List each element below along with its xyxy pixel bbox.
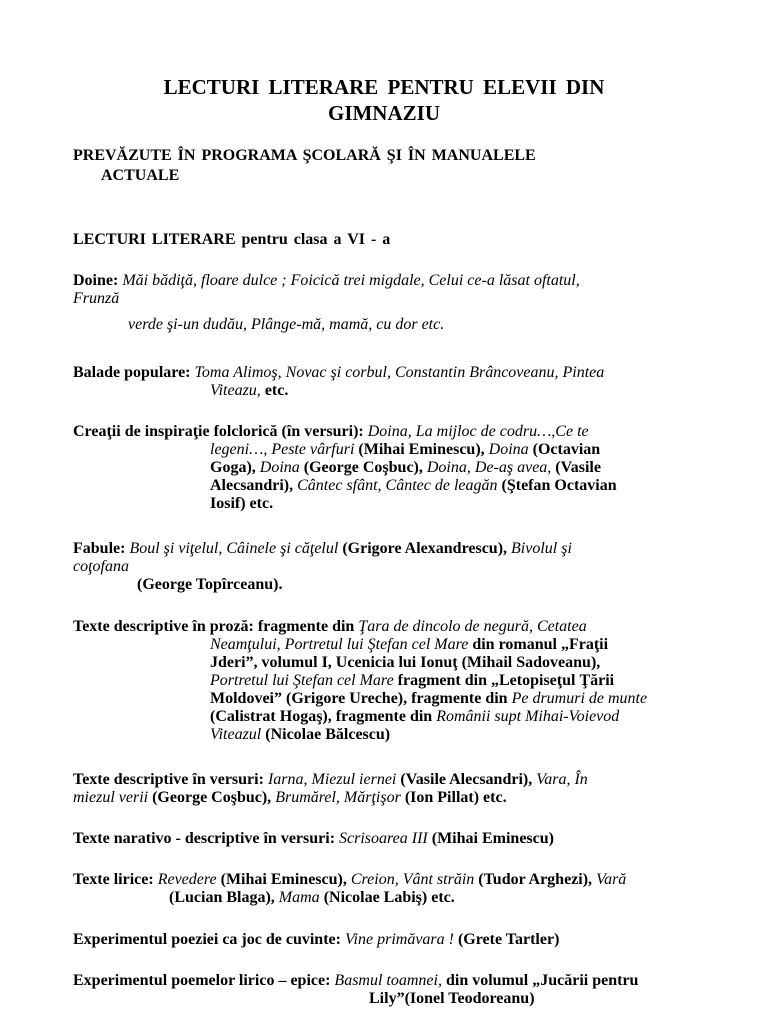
entry-fabule (73, 540, 723, 594)
author-text: (Grigore Alexandrescu), (338, 540, 508, 557)
document-title (60, 74, 708, 126)
works-text: Revedere (153, 871, 217, 888)
works-text: Portretul lui Ştefan cel Mare (210, 672, 394, 689)
works-text: Cântec sfânt, Cântec de leagăn (293, 477, 498, 494)
works-text: Frunză (73, 290, 120, 307)
entry-label: Balade populare: (73, 364, 191, 381)
entry-creatii (73, 423, 723, 513)
author-text: (Tudor Arghezi), (474, 871, 593, 888)
author-text: Goga), (210, 459, 256, 476)
subtitle-line-1: PREVĂZUTE ÎN PROGRAMA ŞCOLARĂ ŞI ÎN MANUALELE (73, 147, 536, 164)
title-line-1: LECTURI LITERARE PENTRU ELEVII DIN (163, 75, 605, 99)
works-text: Creion, Vânt străin (346, 871, 475, 888)
works-text: Iarna, Miezul iernei (263, 771, 397, 788)
works-text: Doina (255, 459, 300, 476)
works-text: Doina, De-aş avea, (422, 459, 552, 476)
works-text: Scrisoarea III (335, 830, 428, 847)
author-text: (Mihai Eminescu), (354, 441, 485, 458)
works-text: Viteazu, (210, 382, 261, 399)
author-text: (Mihai Eminescu) (427, 830, 554, 847)
works-text: Bivolul şi (507, 540, 572, 557)
author-text: (Vasile Alecsandri), (396, 771, 533, 788)
entry-doine (73, 272, 723, 334)
plain-text: (Calistrat Hogaş), fragmente din (210, 708, 437, 725)
entry-epice (73, 972, 723, 1008)
entry-versuri (73, 771, 723, 807)
works-text: Pe drumuri de munte (511, 690, 648, 707)
works-text: miezul verii (73, 789, 149, 806)
author-text: Alecsandri), (210, 477, 294, 494)
entry-label: Texte descriptive în proză: (73, 618, 254, 635)
author-text: (George Coşbuc), (299, 459, 423, 476)
entry-label: Fabule: (73, 540, 126, 557)
subtitle-line-2: ACTUALE (101, 167, 180, 184)
works-text: legeni…, Peste vârfuri (210, 441, 355, 458)
author-text: (George Topîrceanu). (137, 576, 283, 593)
plain-text: Moldovei” (Grigore Ureche), fragmente din (210, 690, 512, 707)
works-text: verde şi-un dudău, Plânge-mă, mamă, cu dor etc. (128, 316, 445, 333)
plain-text: Lily”(Ionel Teodoreanu) (369, 990, 535, 1007)
entry-balade (73, 364, 723, 400)
plain-text: (Nicolae Bălcescu) (261, 726, 391, 743)
author-text: (Grete Tartler) (453, 931, 560, 948)
plain-text: din romanul „Fraţii (468, 636, 609, 653)
author-text: (Octavian (528, 441, 601, 458)
author-text: (George Coşbuc), (148, 789, 272, 806)
works-text: Vine primăvara ! (340, 931, 454, 948)
works-text: Boul şi viţelul, Câinele şi căţelul (125, 540, 339, 557)
document-subtitle (73, 146, 673, 186)
works-text: Românii supt Mihai-Voievod (436, 708, 620, 725)
works-text: Viteazul (210, 726, 262, 743)
plain-text: fragmente din (253, 618, 359, 635)
plain-text: fragment din „Letopiseţul Ţării (393, 672, 615, 689)
works-text: Brumărel, Mărţişor (271, 789, 401, 806)
entry-label: Doine: (73, 272, 119, 289)
author-text: (Mihai Eminescu), (216, 871, 347, 888)
author-text: (Lucian Blaga), (169, 889, 275, 906)
section-heading: LECTURI LITERARE pentru clasa a VI - a (73, 231, 391, 248)
works-text: Doina, La mijloc de codru…,Ce te (363, 423, 589, 440)
author-text: (Ştefan Octavian (497, 477, 617, 494)
entry-label: Creaţii de inspiraţie folclorică (în versuri): (73, 423, 364, 440)
entry-narativo (73, 830, 723, 848)
works-text: coţofana (73, 558, 129, 575)
entry-label: Texte narativo - descriptive în versuri: (73, 830, 336, 847)
author-text: (Vasile (551, 459, 601, 476)
etc-text: etc. (260, 382, 289, 399)
works-text: Măi bădiţă, floare dulce ; Foicică trei migdale, Celui ce-a lăsat oftatul, (118, 272, 580, 289)
entry-proza (73, 618, 723, 744)
works-text: Ţara de dincolo de negură, Cetatea (358, 618, 587, 635)
works-text: Neamţului, Portretul lui Ştefan cel Mare (210, 636, 469, 653)
works-text: Vară (592, 871, 627, 888)
works-text: Basmul toamnei, (330, 972, 442, 989)
works-text: Toma Alimoş, Novac şi corbul, Constantin Brâncoveanu, Pintea (190, 364, 605, 381)
author-text: (Ion Pillat) etc. (400, 789, 507, 806)
entry-label: Experimentul poeziei ca joc de cuvinte: (73, 931, 341, 948)
entry-label: Texte descriptive în versuri: (73, 771, 264, 788)
entry-joc (73, 931, 723, 949)
entry-lirice (73, 871, 723, 907)
plain-text: din volumul „Jucării pentru (441, 972, 639, 989)
works-text: Doina (484, 441, 529, 458)
works-text: Mama (274, 889, 320, 906)
title-line-2: GIMNAZIU (327, 101, 440, 125)
author-text: Iosif) etc. (210, 495, 274, 512)
works-text: Vara, În (532, 771, 588, 788)
author-text: (Nicolae Labiş) etc. (319, 889, 455, 906)
entry-label: Texte lirice: (73, 871, 154, 888)
plain-text: Jderi”, volumul I, Ucenicia lui Ionuţ (Mihail Sadoveanu), (210, 654, 601, 671)
entry-label: Experimentul poemelor lirico – epice: (73, 972, 331, 989)
